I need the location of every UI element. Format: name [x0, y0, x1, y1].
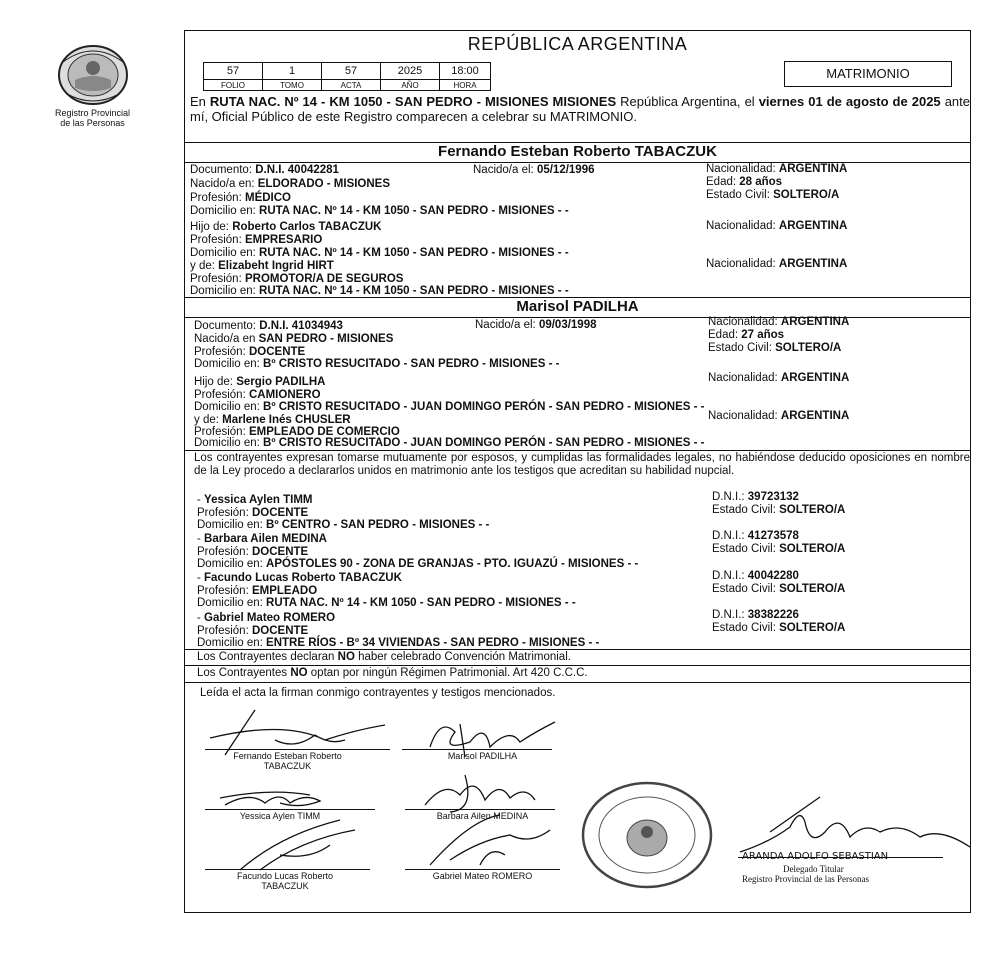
logo-caption-line2: de las Personas — [60, 118, 125, 128]
witness-dni: D.N.I.: 39723132 — [712, 491, 799, 503]
witness-address: Domicilio en: ENTRE RÍOS - Bº 34 VIVIENDAS - SAN PEDRO - MISIONES - - — [197, 637, 600, 649]
document-title: REPÚBLICA ARGENTINA — [467, 34, 688, 54]
acta-label: ACTA — [322, 80, 381, 91]
signature-caption-barbara: Barbara Ailen MEDINA — [436, 811, 529, 821]
signature-facundo — [210, 815, 370, 875]
official-stamp-icon — [580, 780, 715, 890]
spouse1-mother-nationality: Nacionalidad: ARGENTINA — [706, 258, 848, 270]
witness-address: Domicilio en: RUTA NAC. Nº 14 - KM 1050 - SAN PEDRO - MISIONES - - — [197, 597, 576, 609]
spouse1-profession: Profesión: MÉDICO — [190, 192, 291, 204]
signature-line — [205, 869, 370, 870]
spouse1-birthplace: Nacido/a en: ELDORADO - MISIONES — [190, 178, 391, 190]
signature-caption-fernando: Fernando Esteban Roberto TABACZUK — [233, 751, 342, 771]
spouse1-document: Documento: D.N.I. 40042281 — [190, 164, 339, 176]
province-seal-icon — [53, 42, 133, 108]
divider — [184, 162, 971, 163]
hora-value: 18:00 — [440, 63, 491, 80]
signature-line — [405, 869, 560, 870]
ceremony-date: viernes 01 de agosto de 2025 — [758, 94, 941, 109]
witness-name: - Barbara Ailen MEDINA — [197, 533, 327, 545]
spouse2-mother-nationality: Nacionalidad: ARGENTINA — [708, 410, 850, 422]
witness-dni: D.N.I.: 40042280 — [712, 570, 799, 582]
spouse2-birthplace: Nacido/a en SAN PEDRO - MISIONES — [194, 333, 394, 345]
spouse1-civil-status: Estado Civil: SOLTERO/A — [706, 189, 840, 201]
tomo-label: TOMO — [263, 80, 322, 91]
spouse1-mother-profession: Profesión: PROMOTOR/A DE SEGUROS — [190, 273, 404, 285]
logo-caption-line1: Registro Provincial — [54, 108, 131, 118]
spouse2-document: Documento: D.N.I. 41034943 — [194, 320, 343, 332]
ano-value: 2025 — [381, 63, 440, 80]
divider — [184, 317, 971, 318]
spouse1-birthdate: Nacido/a el: 05/12/1996 — [473, 164, 595, 176]
spouse2-civil-status: Estado Civil: SOLTERO/A — [708, 342, 842, 354]
witness-address: Domicilio en: Bº CENTRO - SAN PEDRO - MISIONES - - — [197, 519, 490, 531]
declaration-paragraph: Los contrayentes expresan tomarse mutuamente por esposos, y cumplidas las formalidades legales, no habiéndose deducido oposiciones en nombre de la Ley procedo a declararlos unidos en matrimonio ante los testigos que acreditan su habilidad nupcial. — [194, 452, 970, 477]
spouse1-address: Domicilio en: RUTA NAC. Nº 14 - KM 1050 - SAN PEDRO - MISIONES - - — [190, 205, 569, 217]
witness-name: - Yessica Aylen TIMM — [197, 494, 313, 506]
witness-name: - Facundo Lucas Roberto TABACZUK — [197, 572, 402, 584]
spouse2-mother: y de: Marlene Inés CHUSLER — [194, 414, 351, 426]
folio-value: 57 — [204, 63, 263, 80]
registry-logo — [40, 42, 145, 128]
act-type-box: MATRIMONIO — [784, 61, 952, 87]
witness-civil-status: Estado Civil: SOLTERO/A — [712, 583, 846, 595]
spouse2-birthdate: Nacido/a el: 09/03/1998 — [475, 319, 597, 331]
spouse2-father-nationality: Nacionalidad: ARGENTINA — [708, 372, 850, 384]
signature-caption-gabriel: Gabriel Mateo ROMERO — [432, 871, 533, 881]
witness-address: Domicilio en: APÓSTOLES 90 - ZONA DE GRANJAS - PTO. IGUAZÚ - MISIONES - - — [197, 558, 639, 570]
ceremony-location: RUTA NAC. Nº 14 - KM 1050 - SAN PEDRO - MISIONES MISIONES — [209, 94, 617, 109]
divider — [184, 649, 971, 650]
spouse2-father: Hijo de: Sergio PADILHA — [194, 376, 326, 388]
spouse2-mother-profession: Profesión: EMPLEADO DE COMERCIO — [194, 426, 400, 438]
spouse1-mother: y de: Elizabeht Ingrid HIRT — [190, 260, 334, 272]
spouse1-father-nationality: Nacionalidad: ARGENTINA — [706, 220, 848, 232]
acta-value: 57 — [322, 63, 381, 80]
divider — [184, 665, 971, 666]
spouse2-name: Marisol PADILHA — [516, 298, 639, 315]
official-name: ARANDA ADOLFO SEBASTIAN — [742, 851, 889, 862]
witness-civil-status: Estado Civil: SOLTERO/A — [712, 622, 846, 634]
official-organization: Registro Provincial de las Personas — [742, 874, 869, 884]
official-title: Delegado Titular — [783, 864, 844, 874]
ano-label: AÑO — [381, 80, 440, 91]
intro-paragraph: En RUTA NAC. Nº 14 - KM 1050 - SAN PEDRO - MISIONES MISIONES República Argentina, el viernes 01 de agosto de 2025 ante mí, Oficial Público de este Registro comparecen a celebrar su MATRIMONIO. — [190, 94, 970, 124]
spouse2-father-address: Domicilio en: Bº CRISTO RESUCITADO - JUAN DOMINGO PERÓN - SAN PEDRO - MISIONES - - — [194, 401, 705, 413]
witness-profession: Profesión: DOCENTE — [197, 507, 309, 519]
signature-caption-facundo: Facundo Lucas Roberto TABACZUK — [236, 871, 334, 891]
witness-name: - Gabriel Mateo ROMERO — [197, 612, 336, 624]
tomo-value: 1 — [263, 63, 322, 80]
spouse1-name: Fernando Esteban Roberto TABACZUK — [438, 143, 717, 160]
clause-convention: Los Contrayentes declaran NO haber celebrado Convención Matrimonial. — [197, 651, 571, 663]
witness-dni: D.N.I.: 41273578 — [712, 530, 799, 542]
signature-line — [402, 749, 552, 750]
spouse2-mother-address: Domicilio en: Bº CRISTO RESUCITADO - JUAN DOMINGO PERÓN - SAN PEDRO - MISIONES - - — [194, 437, 705, 449]
signature-line — [205, 749, 390, 750]
witness-profession: Profesión: DOCENTE — [197, 625, 309, 637]
spouse2-address: Domicilio en: Bº CRISTO RESUCITADO - SAN PEDRO - MISIONES - - — [194, 358, 560, 370]
spouse2-father-profession: Profesión: CAMIONERO — [194, 389, 321, 401]
divider — [184, 450, 971, 451]
signature-caption-yessica: Yessica Aylen TIMM — [239, 811, 321, 821]
witness-civil-status: Estado Civil: SOLTERO/A — [712, 543, 846, 555]
spouse2-age: Edad: 27 años — [708, 329, 785, 341]
registry-fields-table — [203, 62, 491, 91]
signature-gabriel — [410, 810, 560, 870]
spouse1-age: Edad: 28 años — [706, 176, 783, 188]
hora-label: HORA — [440, 80, 491, 91]
signature-line — [205, 809, 375, 810]
witness-profession: Profesión: DOCENTE — [197, 546, 309, 558]
spouse1-father-profession: Profesión: EMPRESARIO — [190, 234, 323, 246]
signature-caption-marisol: Marisol PADILHA — [447, 751, 518, 761]
spouse2-nationality: Nacionalidad: ARGENTINA — [708, 316, 850, 328]
witness-civil-status: Estado Civil: SOLTERO/A — [712, 504, 846, 516]
closing-statement: Leída el acta la firman conmigo contrayentes y testigos mencionados. — [200, 687, 556, 699]
divider — [184, 682, 971, 683]
spouse1-mother-address: Domicilio en: RUTA NAC. Nº 14 - KM 1050 - SAN PEDRO - MISIONES - - — [190, 285, 569, 297]
spouse2-profession: Profesión: DOCENTE — [194, 346, 306, 358]
witness-dni: D.N.I.: 38382226 — [712, 609, 799, 621]
witness-profession: Profesión: EMPLEADO — [197, 585, 318, 597]
clause-regime: Los Contrayentes NO optan por ningún Régimen Patrimonial. Art 420 C.C.C. — [197, 667, 588, 679]
folio-label: FOLIO — [204, 80, 263, 91]
spouse1-nationality: Nacionalidad: ARGENTINA — [706, 163, 848, 175]
spouse1-father: Hijo de: Roberto Carlos TABACZUK — [190, 221, 382, 233]
spouse1-father-address: Domicilio en: RUTA NAC. Nº 14 - KM 1050 - SAN PEDRO - MISIONES - - — [190, 247, 569, 259]
